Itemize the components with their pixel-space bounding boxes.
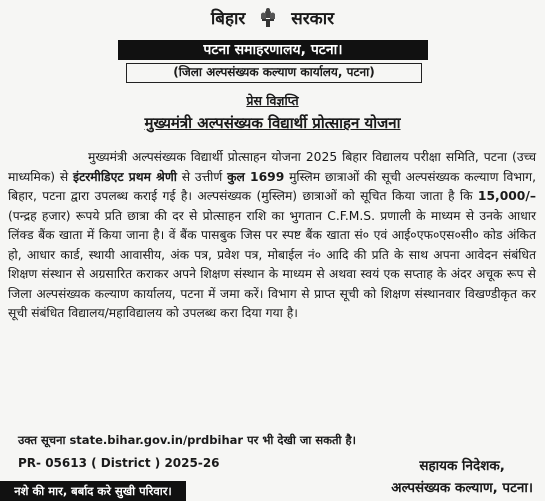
notice-body [8, 148, 536, 324]
state-emblem-icon [257, 6, 279, 28]
signatory-department: अल्पसंख्यक कल्याण, पटना। [391, 480, 533, 496]
body-text-3: मुस्लिम छात्राओं की सूची अल्पसंख्यक कल्याण विभाग, बिहार, पटना द्वारा उपलब्ध कराई गई है। अल्पसंख्यक (मुस्लिम) छात्राओं को सूचित किया जाता है कि [8, 169, 536, 203]
press-release-label: प्रेस विज्ञप्ति [246, 93, 299, 108]
scheme-title: मुख्यमंत्री अल्पसंख्यक विद्यार्थी प्रोत्साहन योजना [144, 114, 401, 132]
source-info-line: उक्त सूचना state.bihar.gov.in/prdbihar पर भी देखी जा सकती है। [18, 433, 356, 447]
header-sarkar-word: सरकार [291, 9, 335, 29]
signatory-block [391, 455, 533, 499]
body-bold-count: कुल 1699 [227, 169, 285, 184]
press-release-number: PR- 05613 ( District ) 2025-26 [18, 456, 220, 470]
body-text-2: से उत्तीर्ण [176, 169, 228, 184]
signatory-title: सहायक निदेशक, [419, 458, 505, 474]
header-bihar-word: बिहार [210, 9, 246, 29]
body-bold-course: इंटरमीडिएट प्रथम श्रेणी [73, 169, 177, 184]
office-name-banner: पटना समाहरणालय, पटना। [118, 40, 428, 60]
government-header [0, 6, 545, 30]
office-sub-banner: (जिला अल्पसंख्यक कल्याण कार्यालय, पटना) [126, 63, 422, 83]
body-bold-amount: 15,000/– [477, 189, 536, 203]
anti-drug-tagline: नशे की मार, बर्बाद करे सुखी परिवार। [0, 481, 186, 501]
body-text-4: (पन्द्रह हजार) रूपये प्रति छात्रा की दर से प्रोत्साहन राशि का भुगतान C.F.M.S. प्रणाली के माध्यम से उनके आधार लिंक्ड बैंक खाता में किया जाना है। वें बैंक पासबुक जिस पर स्पष्ट बैंक खाता सं० एवं आई०एफ०एस०सी० कोड अंकित हो, आधार कार्ड, स्थायी आवासीय, अंक पत्र, प्रवेश पत्र, मोबाईल नं० आदि की प्रति के साथ अपना आवेदन संबंधित शिक्षण संस्थान से अग्रसारित कराकर अपने शिक्षण संस्थान के माध्यम से अथवा स्वयं एक सप्ताह के अंदर अचूक रूप से जिला अल्पसंख्यक कल्याण कार्यालय, पटना में जमा करें। विभाग से प्राप्त सूची को शिक्षण संस्थानवार विखण्डीकृत कर सूची संबंधित विद्यालय/महाविद्यालय को उपलब्ध करा दिया गया है। [8, 208, 536, 320]
body-text-1: मुख्यमंत्री अल्पसंख्यक विद्यार्थी प्रोत्साहन योजना 2025 बिहार विद्यालय परीक्षा समिति, पटना (उच्च माध्यमिक) से [8, 150, 536, 184]
